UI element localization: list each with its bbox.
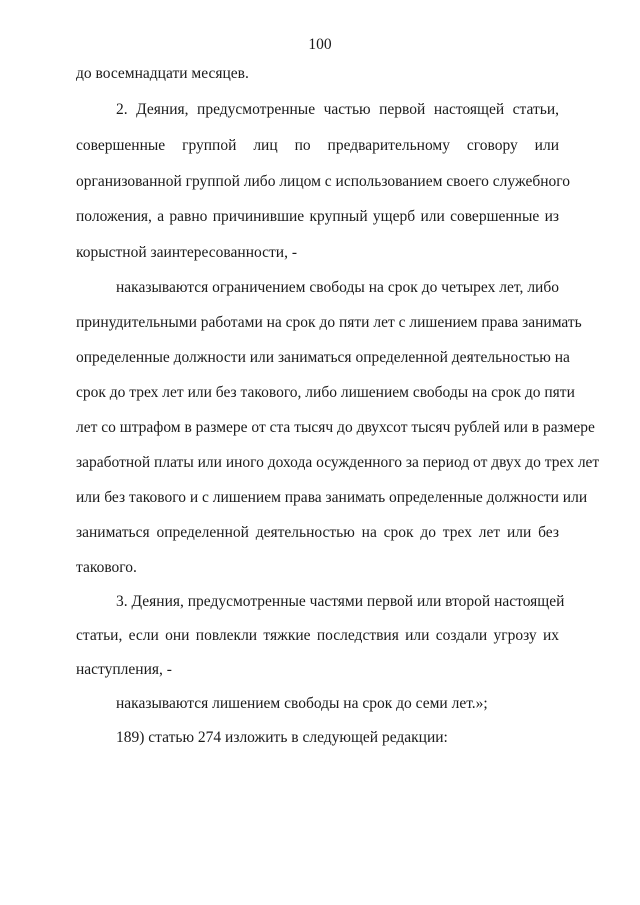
text-line: наступления, - — [76, 661, 172, 678]
text-line: совершенные группой лиц по предварительному сговору или — [76, 137, 559, 154]
text-line: до восемнадцати месяцев. — [76, 65, 249, 82]
text-line: 3. Деяния, предусмотренные частями первой или второй настоящей — [116, 593, 565, 610]
text-line: 189) статью 274 изложить в следующей редакции: — [116, 729, 448, 746]
text-line: срок до трех лет или без такового, либо лишением свободы на срок до пяти — [76, 384, 575, 401]
text-line: организованной группой либо лицом с использованием своего служебного — [76, 173, 570, 190]
text-line: 2. Деяния, предусмотренные частью первой настоящей статьи, — [116, 101, 559, 118]
text-line: лет со штрафом в размере от ста тысяч до двухсот тысяч рублей или в размере — [76, 419, 595, 436]
text-line: определенные должности или заниматься определенной деятельностью на — [76, 349, 570, 366]
text-line: заниматься определенной деятельностью на срок до трех лет или без — [76, 524, 559, 541]
text-line: заработной платы или иного дохода осужденного за период от двух до трех лет — [76, 454, 600, 471]
text-line: или без такового и с лишением права занимать определенные должности или — [76, 489, 588, 506]
text-line: наказываются лишением свободы на срок до семи лет.»; — [116, 695, 488, 712]
text-line: корыстной заинтересованности, - — [76, 244, 297, 261]
text-line: такового. — [76, 559, 137, 576]
text-line: положения, а равно причинившие крупный ущерб или совершенные из — [76, 208, 559, 225]
text-line: статьи, если они повлекли тяжкие последствия или создали угрозу их — [76, 627, 559, 644]
page-number: 100 — [308, 36, 332, 53]
text-line: наказываются ограничением свободы на срок до четырех лет, либо — [116, 279, 559, 296]
text-line: принудительными работами на срок до пяти лет с лишением права занимать — [76, 314, 582, 331]
